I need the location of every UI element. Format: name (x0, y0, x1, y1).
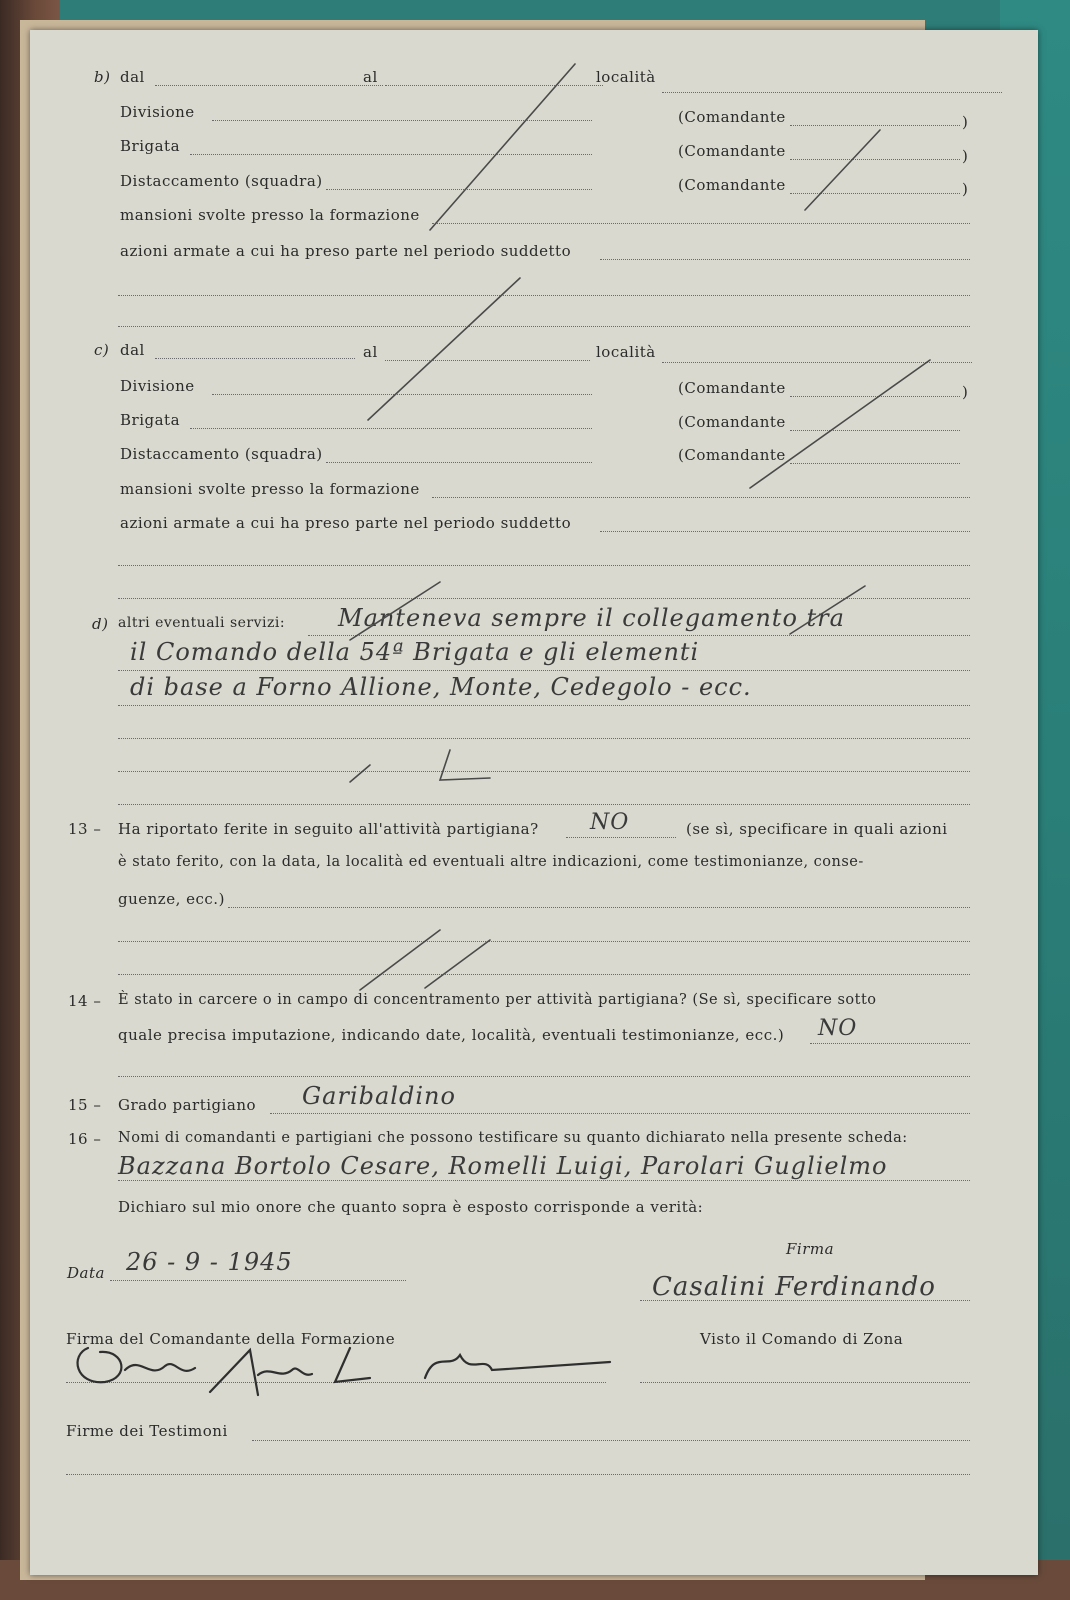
section-c-azioni: azioni armate a cui ha preso parte nel periodo suddetto (120, 514, 572, 532)
firma-label: Firma (786, 1240, 835, 1258)
q15-label: Grado partigiano (118, 1096, 257, 1114)
section-d-handwritten-3: di base a Forno Allione, Monte, Cedegolo - ecc. (130, 673, 752, 701)
section-b-close3: ) (962, 180, 969, 198)
q13-number: 13 – (68, 820, 102, 838)
pen-strokes (30, 30, 1038, 1575)
commander-signature (78, 1348, 610, 1395)
q16-label: Nomi di comandanti e partigiani che possono testificare su quanto dichiarato nella presente scheda: (118, 1130, 908, 1146)
visto-label: Visto il Comando di Zona (700, 1330, 904, 1348)
data-value: 26 - 9 - 1945 (126, 1248, 293, 1276)
q16-answer: Bazzana Bortolo Cesare, Romelli Luigi, Parolari Guglielmo (118, 1152, 888, 1180)
section-d-marker: d) (92, 615, 109, 633)
section-b-distaccamento: Distaccamento (squadra) (120, 172, 323, 190)
mark-2 (440, 750, 490, 780)
section-c-marker: c) (94, 341, 110, 359)
cancel-slash-d-2 (790, 586, 865, 634)
section-c-close1: ) (962, 383, 969, 401)
section-b-azioni: azioni armate a cui ha preso parte nel periodo suddetto (120, 242, 572, 260)
data-label: Data (67, 1264, 105, 1282)
section-c-distaccamento: Distaccamento (squadra) (120, 445, 323, 463)
section-b-marker: b) (94, 68, 111, 86)
form-sheet (30, 30, 1038, 1575)
section-d-handwritten-1: Manteneva sempre il collegamento tra (338, 604, 845, 632)
firme-testimoni-label: Firme dei Testimoni (66, 1422, 228, 1440)
section-b-brigata: Brigata (120, 137, 181, 155)
q13-answer: NO (590, 810, 630, 835)
section-b-localita: località (596, 68, 656, 86)
q14-line1: È stato in carcere o in campo di concentramento per attività partigiana? (Se sì, specificare sotto (118, 992, 877, 1008)
section-c-comandante3: (Comandante (678, 446, 786, 464)
section-c-brigata: Brigata (120, 411, 181, 429)
firma-comandante-label: Firma del Comandante della Formazione (66, 1330, 396, 1348)
section-c-localita: località (596, 343, 656, 361)
cancel-slash-b-1 (430, 64, 575, 230)
q13-line1b: (se sì, specificare in quali azioni (686, 820, 948, 838)
cancel-slash-q13-2 (425, 940, 490, 988)
section-d-handwritten-2: il Comando della 54ª Brigata e gli elementi (130, 638, 700, 666)
q14-line2: quale precisa imputazione, indicando date, località, eventuali testimonianze, ecc.) (118, 1026, 785, 1044)
section-b-comandante2: (Comandante (678, 142, 786, 160)
q14-number: 14 – (68, 992, 102, 1010)
cancel-slash-d-1 (350, 582, 440, 640)
section-c-mansioni: mansioni svolte presso la formazione (120, 480, 420, 498)
section-b-dal: dal (120, 68, 145, 86)
q14-answer: NO (818, 1016, 858, 1041)
cancel-slash-q13-1 (360, 930, 440, 990)
section-c-dal: dal (120, 341, 145, 359)
q16-number: 16 – (68, 1130, 102, 1148)
section-c-comandante2: (Comandante (678, 413, 786, 431)
section-b-mansioni: mansioni svolte presso la formazione (120, 206, 420, 224)
section-b-close2: ) (962, 147, 969, 165)
section-d-label: altri eventuali servizi: (118, 615, 286, 631)
q13-line1: Ha riportato ferite in seguito all'attività partigiana? (118, 820, 539, 838)
q15-number: 15 – (68, 1096, 102, 1114)
cancel-slash-c-1 (368, 278, 520, 420)
q15-answer: Garibaldino (302, 1082, 456, 1110)
section-b-comandante1: (Comandante (678, 108, 786, 126)
mark-1 (350, 765, 370, 782)
firma-signature: Casalini Ferdinando (652, 1272, 936, 1302)
section-b-close1: ) (962, 113, 969, 131)
section-b-divisione: Divisione (120, 103, 195, 121)
q13-line2: è stato ferito, con la data, la località ed eventuali altre indicazioni, come testimonianze, conse- (118, 854, 864, 870)
section-b-comandante3: (Comandante (678, 176, 786, 194)
section-c-comandante1: (Comandante (678, 379, 786, 397)
dichiaro-text: Dichiaro sul mio onore che quanto sopra è esposto corrisponde a verità: (118, 1198, 704, 1216)
section-c-al: al (363, 343, 378, 361)
section-c-divisione: Divisione (120, 377, 195, 395)
q13-line3: guenze, ecc.) (118, 890, 225, 908)
cancel-slash-c-2 (750, 360, 930, 488)
section-b-al: al (363, 68, 378, 86)
cancel-slash-b-2 (805, 130, 880, 210)
